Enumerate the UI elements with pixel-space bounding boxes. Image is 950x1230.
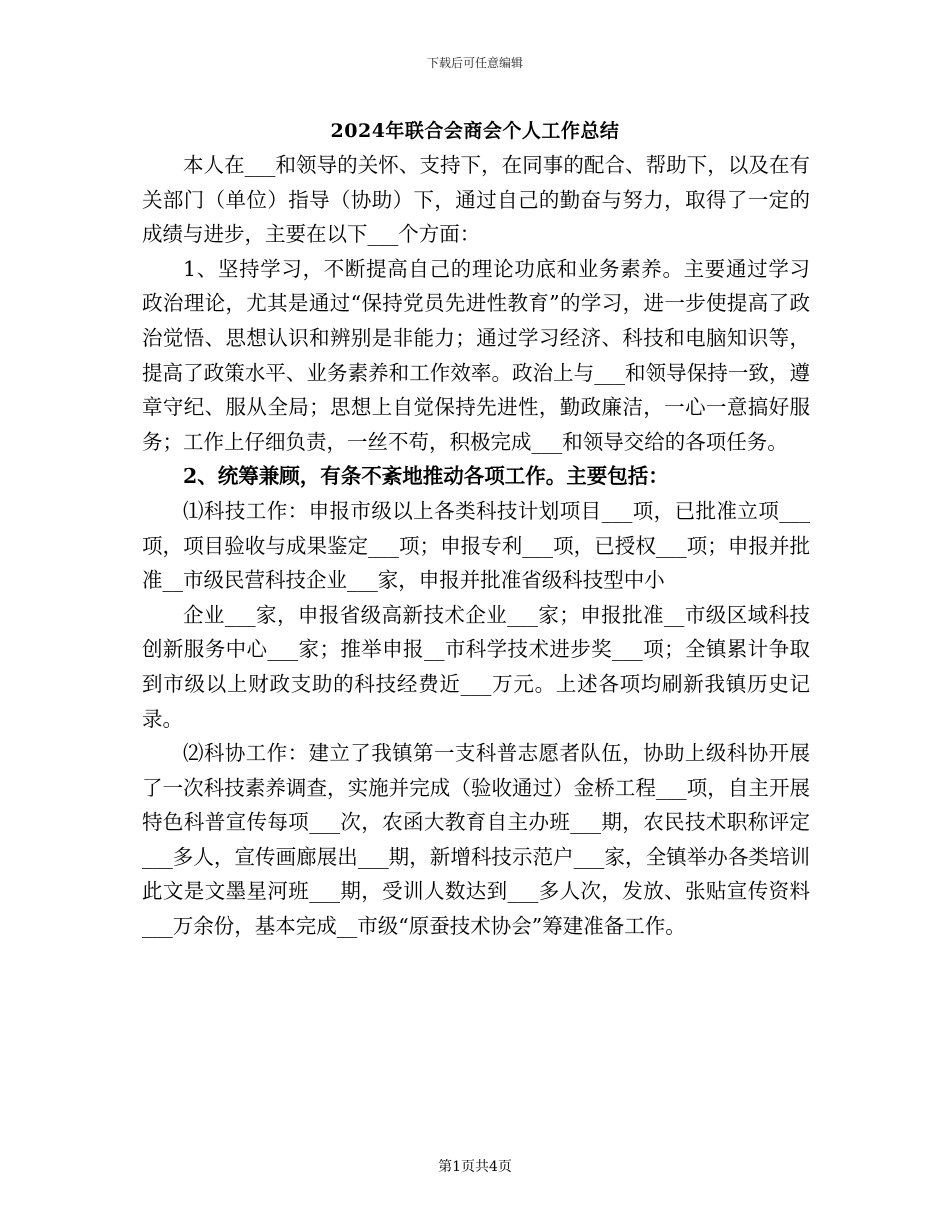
intro-paragraph: 本人在___和领导的关怀、支持下，在同事的配合、帮助下，以及在有关部门（单位）指导（协助）下，通过自己的勤奋与努力，取得了一定的成绩与进步，主要在以下___个方面： (142, 153, 810, 247)
page-number: 第1页共4页 (438, 1159, 512, 1175)
header-note: 下载后可任意编辑 (426, 56, 523, 70)
document-title: 2024年联合会商会个人工作总结 (330, 120, 620, 142)
science-association-paragraph: ⑵科协工作：建立了我镇第一支科普志愿者队伍，协助上级科协开展了一次科技素养调查，实施并完成（验收通过）金桥工程___项，自主开展特色科普宣传每项___次，农函大教育自主办班___期，农民技术职称评定___多人，宣传画廊展出___期，新增科技示范户___家，全镇举办各类培训此文是文墨星河班___期，受训人数达到___多人次，发放、张贴宣传资料___万余份，基本完成__市级“原蚕技术协会”筹建准备工作。 (142, 741, 810, 939)
document-body (142, 148, 810, 944)
section-1-paragraph: 1、坚持学习，不断提高自己的理论功底和业务素养。主要通过学习政治理论，尤其是通过“保持党员先进性教育”的学习，进一步使提高了政治觉悟、思想认识和辨别是非能力；通过学习经济、科技和电脑知识等，提高了政策水平、业务素养和工作效率。政治上与___和领导保持一致，遵章守纪、服从全局；思想上自觉保持先进性，勤政廉洁，一心一意搞好服务；工作上仔细负责，一丝不苟，积极完成___和领导交给的各项任务。 (142, 256, 810, 454)
section-2-heading: 2、统筹兼顾，有条不紊地推动各项工作。主要包括： (183, 464, 669, 489)
tech-work-continued-paragraph: 企业___家，申报省级高新技术企业___家；申报批准__市级区域科技创新服务中心___家；推举申报__市科学技术进步奖___项；全镇累计争取到市级以上财政支助的科技经费近___万元。上述各项均刷新我镇历史记录。 (142, 602, 810, 731)
tech-work-paragraph: ⑴科技工作：申报市级以上各类科技计划项目___项，已批准立项___项，项目验收与成果鉴定___项；申报专利___项，已授权___项；申报并批准__市级民营科技企业___家，申报并批准省级科技型中小 (142, 498, 810, 593)
